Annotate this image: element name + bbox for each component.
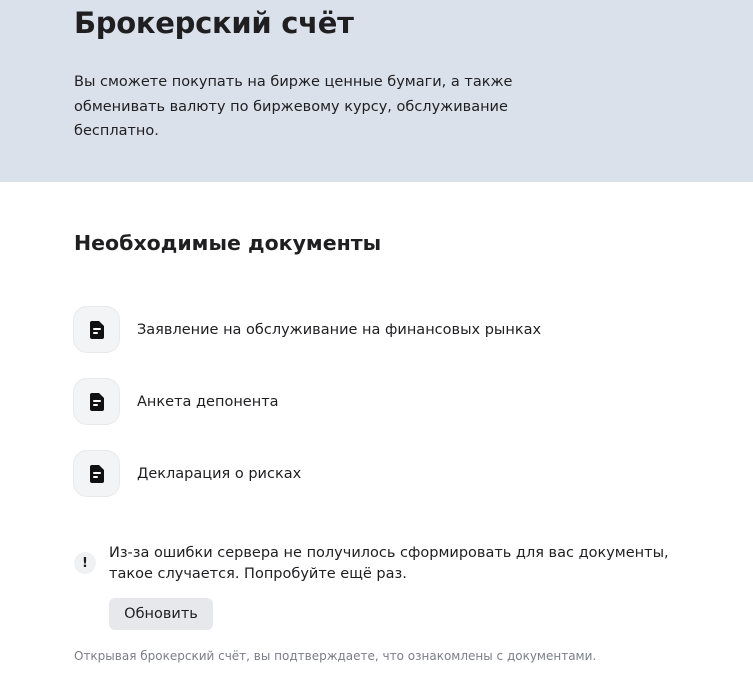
error-message: [74, 543, 709, 585]
hero-banner: [0, 0, 753, 182]
document-label: Декларация о рисках: [137, 465, 302, 482]
page-title: Брокерский счёт: [74, 6, 354, 40]
document-item[interactable]: [73, 450, 301, 497]
footer-note: Открывая брокерский счёт, вы подтверждаете, что ознакомлены с документами.: [74, 649, 597, 663]
document-label: Заявление на обслуживание на финансовых рынках: [137, 321, 542, 338]
document-icon: [73, 378, 120, 425]
hero-description: Вы сможете покупать на бирже ценные бумаги, а также обменивать валюту по биржевому курсу, обслуживание бесплатно.: [74, 74, 513, 139]
document-icon: [73, 450, 120, 497]
document-label: Анкета депонента: [137, 393, 279, 410]
document-item[interactable]: [73, 378, 279, 425]
document-item[interactable]: [73, 306, 541, 353]
documents-heading: Необходимые документы: [74, 231, 382, 255]
document-icon: [73, 306, 120, 353]
error-text: Из-за ошибки сервера не получилось сформировать для вас документы, такое случается. Попробуйте ещё раз.: [109, 545, 669, 582]
retry-button[interactable]: Обновить: [109, 598, 213, 630]
warning-icon: !: [74, 552, 96, 574]
